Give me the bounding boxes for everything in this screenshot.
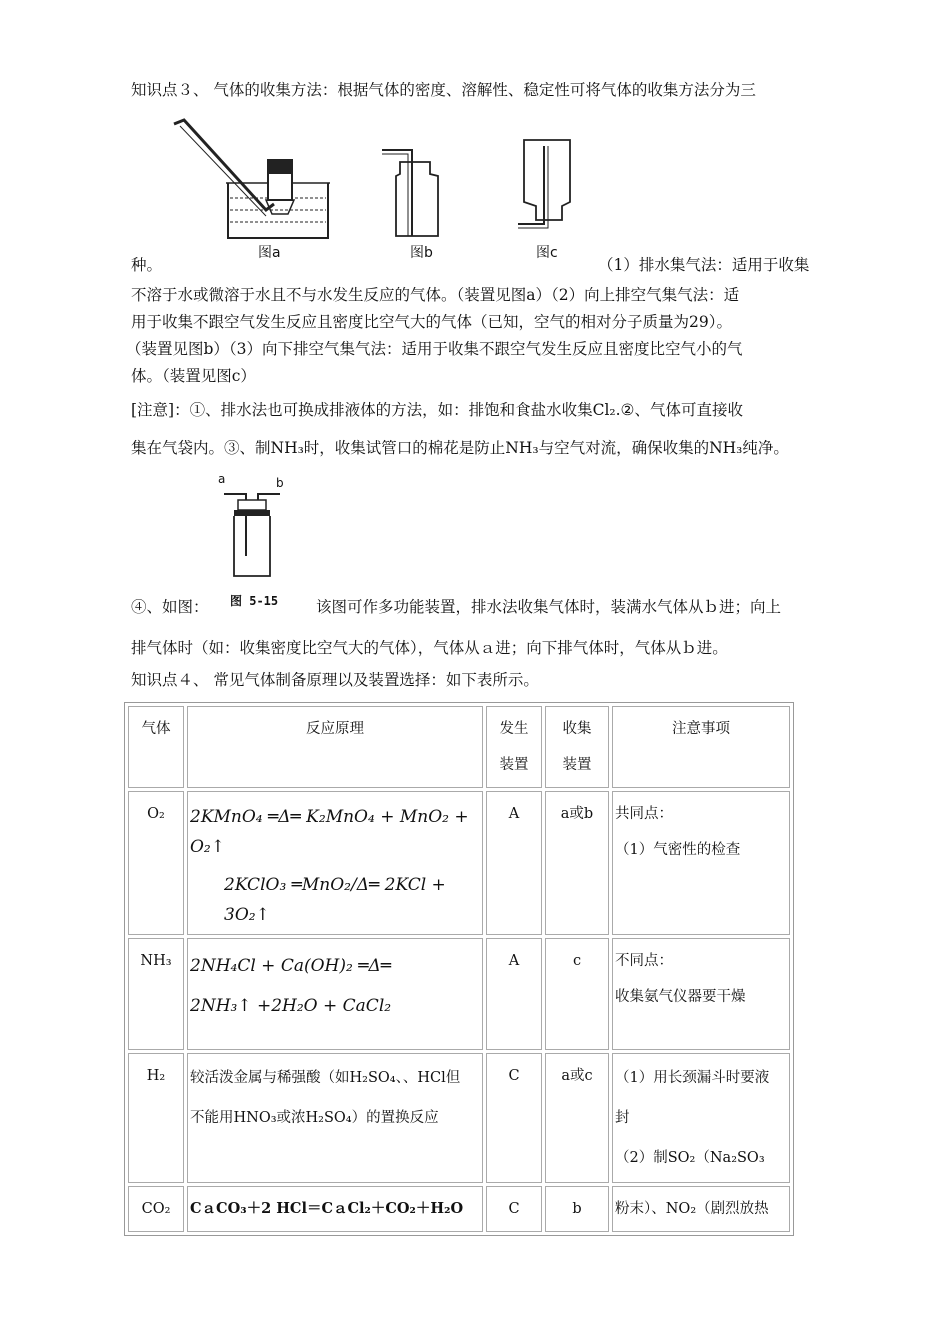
figure-c-downward-displacement [514,136,584,231]
generator-cell: C [486,1186,542,1232]
header-notes: 注意事项 [612,706,790,788]
table-header-row [128,706,790,788]
principle-cell [187,938,483,1050]
table-row [128,1186,790,1232]
section3-line4: 用于收集不跟空气发生反应且密度比空气大的气体（已知，空气的相对分子质量为29）。 [131,313,732,331]
section3-line6: 体。（装置见图c） [131,367,256,385]
equation-nh4cl: 2NH₄Cl + Ca(OH)₂ ═Δ═ [190,956,391,976]
section3-heading: 知识点３、 气体的收集方法：根据气体的密度、溶解性、稳定性可将气体的收集方法分为三 [131,81,756,99]
gas-cell: H₂ [128,1053,184,1183]
note4-start: ④、如图： [131,598,209,616]
collector-cell: a或c [545,1053,609,1183]
principle-cell: CａCO₃＋2 HCl＝CａCl₂＋CO₂＋H₂O [187,1186,483,1232]
figure-a-water-displacement [170,118,330,243]
gas-cell: CO₂ [128,1186,184,1232]
note4-line2: 排气体时（如：收集密度比空气大的气体），气体从ａ进；向下排气体时，气体从ｂ进。 [131,639,728,657]
header-collector: 收集 装置 [545,706,609,788]
collector-cell: c [545,938,609,1050]
generator-cell: A [486,938,542,1050]
generator-cell: C [486,1053,542,1183]
principle-cell: 较活泼金属与稀强酸（如H₂SO₄、、HCl但 不能用HNO₃或浓H₂SO₄）的置换反应 [187,1053,483,1183]
equation-kclo3: 2KClO₃ ═MnO₂/Δ═ 2KCl + 3O₂↑ [224,875,446,925]
table-row [128,1053,790,1183]
note4-end: 该图可作多功能装置，排水法收集气体时，装满水气体从ｂ进；向上 [316,598,782,616]
collector-cell: b [545,1186,609,1232]
figure-b-label: 图b [410,245,433,261]
gas-preparation-table [124,702,794,1236]
notes-cell: （1）用长颈漏斗时要液 封 （2）制SO₂（Na₂SO₃ [612,1053,790,1183]
figure-5-15-gas-bottle [222,486,282,578]
section4-heading: 知识点４、 常见气体制备原理以及装置选择：如下表所示。 [131,671,539,689]
principle-cell [187,791,483,935]
header-generator: 发生 装置 [486,706,542,788]
equation-kmno4: 2KMnO₄ ═Δ═ K₂MnO₄ + MnO₂ + O₂↑ [190,807,469,857]
notes-cell: 共同点： （1）气密性的检查 [612,791,790,935]
equation-nh3-products: 2NH₃↑ +2H₂O + CaCl₂ [190,996,392,1016]
figure-b-upward-displacement [378,140,448,240]
gas-cell: NH₃ [128,938,184,1050]
header-gas: 气体 [128,706,184,788]
section3-line2-start: 种。 [131,256,163,274]
notes-cell: 粉末）、NO₂（剧烈放热 [612,1186,790,1232]
section3-line3: 不溶于水或微溶于水且不与水发生反应的气体。（装置见图a）（2）向上排空气集气法：适 [131,286,740,304]
header-principle: 反应原理 [187,706,483,788]
bottle-port-a-label: a [218,472,226,486]
bottle-port-b-label: b [276,476,284,490]
gas-cell: O₂ [128,791,184,935]
generator-cell: A [486,791,542,935]
note-line1: [注意]：①、排水法也可换成排液体的方法，如：排饱和食盐水收集Cl₂.②、气体可直接收 [131,401,743,419]
section3-line5: （装置见图b）（3）向下排空气集气法：适用于收集不跟空气发生反应且密度比空气小的气 [126,340,743,358]
figure-c-label: 图c [536,245,558,261]
notes-cell: 不同点： 收集氨气仪器要干燥 [612,938,790,1050]
table-row [128,938,790,1050]
figure-a-label: 图a [258,245,281,261]
table-row [128,791,790,935]
note-line2: 集在气袋内。③、制NH₃时，收集试管口的棉花是防止NH₃与空气对流，确保收集的NH₃纯净。 [131,439,789,457]
collector-cell: a或b [545,791,609,935]
bottle-caption: 图 5-15 [230,594,279,608]
section3-line2-end: （1）排水集气法：适用于收集 [598,256,810,274]
